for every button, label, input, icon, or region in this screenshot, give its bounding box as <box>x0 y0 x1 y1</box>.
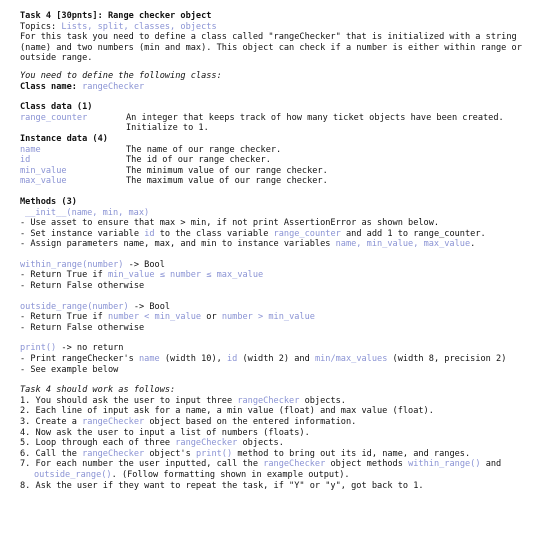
class-data-heading: Class data (1) <box>20 102 93 113</box>
within-line-2: - Return False otherwise <box>20 281 145 292</box>
step-2: 2. Each line of input ask for a name, a min value (float) and max value (float). <box>20 406 434 417</box>
init-line-2: - Set instance variable id to the class variable range_counter and add 1 to range_counter. <box>20 228 486 239</box>
class-name-line <box>20 82 550 93</box>
instance-row <box>20 176 550 187</box>
instance-desc: The name of our range checker. <box>126 144 282 155</box>
class-data-row <box>20 113 550 134</box>
outside-line-2: - Return False otherwise <box>20 322 145 333</box>
instance-row <box>20 155 550 166</box>
init-line-1: - Use asset to ensure that max > min, if not print AssertionError as shown below. <box>20 218 440 229</box>
print-line-2: - See example below <box>20 364 119 375</box>
topics-line <box>20 22 550 33</box>
step-8: 8. Ask the user if they want to repeat the task, if "Y" or "y", got back to 1. <box>20 480 424 491</box>
step-1: 1. You should ask the user to input three rangeChecker objects. <box>20 395 346 406</box>
step-6: 6. Call the rangeChecker object's print() method to bring out its id, name, and ranges. <box>20 448 471 459</box>
intro-line-1: For this task you need to define a class called "rangeChecker" that is initialized with a string <box>20 32 517 43</box>
intro-line-2: (name) and two numbers (min and max). This object can check if a number is either within range or <box>20 42 522 53</box>
instance-desc: The minimum value of our range checker. <box>126 165 328 176</box>
class-name-value: rangeChecker <box>82 81 145 92</box>
instance-key: id <box>20 155 31 166</box>
outside-line-1: - Return True if number < min_value or number > min_value <box>20 312 315 323</box>
init-signature: __init__(name, min, max) <box>25 207 150 218</box>
instance-desc: The maximum value of our range checker. <box>126 176 328 187</box>
class-data-desc-1: An integer that keeps track of how many ticket objects have been created. <box>126 112 504 123</box>
step-3: 3. Create a rangeChecker object based on the entered information. <box>20 417 357 427</box>
print-signature: print() -> no return <box>20 343 124 354</box>
init-line-3: - Assign parameters name, max, and min to instance variables name, min_value, max_value. <box>20 239 476 250</box>
class-data-key: range_counter <box>20 112 88 123</box>
class-data-desc <box>126 113 504 134</box>
topics-list: Lists, split, classes, objects <box>61 21 217 32</box>
task-title: Task 4 [30pnts]: Range checker object <box>20 11 212 21</box>
instance-row <box>20 145 550 156</box>
outside-signature: outside_range(number) -> Bool <box>20 301 171 312</box>
within-signature: within_range(number) -> Bool <box>20 259 165 270</box>
instance-desc: The id of our range checker. <box>126 155 271 166</box>
step-7: 7. For each number the user inputted, call the rangeChecker object methods within_range() and <box>20 459 502 470</box>
methods-heading: Methods (3) <box>20 196 77 207</box>
intro-line-3: outside range. <box>20 53 93 64</box>
print-line-1: - Print rangeChecker's name (width 10), id (width 2) and min/max_values (width 8, precision 2) <box>20 354 507 365</box>
steps-heading: Task 4 should work as follows: <box>20 385 176 396</box>
class-prompt: You need to define the following class: <box>20 70 222 81</box>
instance-key: max_value <box>20 176 67 187</box>
instance-row <box>20 166 550 177</box>
within-line-1: - Return True if min_value ≤ number ≤ max_value <box>20 270 264 281</box>
step-4: 4. Now ask the user to input a list of numbers (floats). <box>20 427 310 438</box>
topics-label: Topics: <box>20 21 62 32</box>
instance-key: name <box>20 144 41 155</box>
instance-key: min_value <box>20 165 67 176</box>
step-7-continued: outside_range(). (Follow formatting shown in example output). <box>34 469 350 480</box>
class-data-desc-2: Initialize to 1. <box>126 123 209 134</box>
class-name-label: Class name: <box>20 81 83 92</box>
instance-data-heading: Instance data (4) <box>20 133 108 144</box>
step-5: 5. Loop through each of three rangeChecker objects. <box>20 438 284 449</box>
